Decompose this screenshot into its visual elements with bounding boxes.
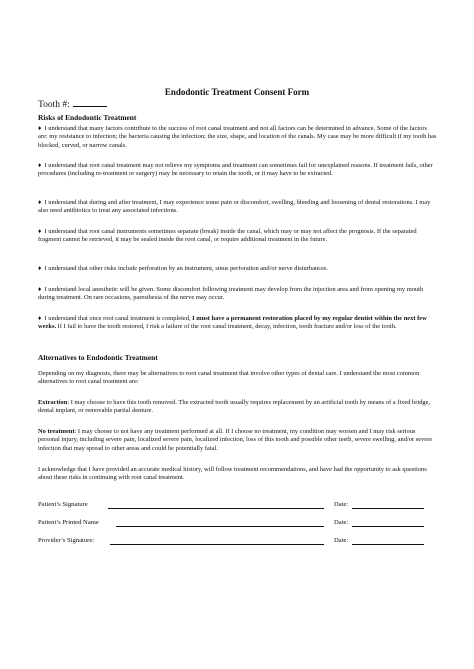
no-treatment-label: No treatment [38,428,75,435]
extraction-text: : I may choose to have this tooth removed. The extracted tooth usually requires replacement by an artificial tooth by means of a fixed bridge, dental implant, or removable partial denture. [38,399,431,415]
risk-item-text: I understand that root canal instruments sometimes separate (break) inside the canal, which may or may not affect the prognosis. If the separated fragment cannot be retrieved, it may be sealed inside the root canal, or require additional treatment in the future. [38,228,417,244]
extraction-label: Extraction [38,399,68,406]
risk-item-6 [38,286,438,303]
patient-printed-name-row [38,519,438,529]
patient-signature-row [38,501,438,511]
tooth-number-field [38,98,107,110]
tooth-number-blank[interactable] [73,98,107,107]
risk-item-text: I understand that once root canal treatment is completed, [44,315,193,322]
alternatives-intro: Depending on my diagnosis, there may be alternatives to root canal treatment that involve other types of dental care. I understand the most common alternatives to root canal treatment are: [38,370,420,386]
provider-signature-row [38,537,438,547]
bullet-icon: ♦ [38,162,42,169]
bullet-icon: ♦ [38,315,42,322]
risk-item-1 [38,125,438,150]
provider-signature-date-line[interactable] [352,544,424,545]
restoration-warning: I must have a permanent restoration placed by my regular dentist within the next few weeks. [38,315,427,331]
date-label: Date: [334,519,349,526]
bullet-icon: ♦ [38,125,42,132]
patient-printed-name-line[interactable] [116,526,324,527]
risk-item-4 [38,228,438,245]
risks-heading: Risks of Endodontic Treatment [38,113,137,122]
date-label: Date: [334,501,349,508]
provider-signature-label: Provider’s Signature: [38,537,95,544]
patient-signature-line[interactable] [108,508,324,509]
provider-signature-line[interactable] [110,544,324,545]
bullet-icon: ♦ [38,228,42,235]
bullet-icon: ♦ [38,199,42,206]
acknowledgement: I acknowledge that I have provided an accurate medical history, will follow treatment recommendations, and have had the opportunity to ask questions about these risks in continuing with root canal treatment. [38,466,427,482]
patient-signature-date-line[interactable] [352,508,424,509]
tooth-number-label: Tooth #: [38,100,70,110]
risk-item-2 [38,162,438,179]
risk-item-text: I understand that during and after treatment, I may experience some pain or discomfort, swelling, bleeding and loosening of dental restorations. I may also need antibiotics to treat any associated infections. [38,199,431,215]
bullet-icon: ♦ [38,265,42,272]
risk-item-7 [38,315,438,332]
alternative-no-treatment [38,428,438,453]
risk-item-text: If I fail to have the tooth restored, I risk a failure of the root canal treatment, decay, infection, tooth fracture and/or loss of the tooth. [56,323,397,331]
patient-printed-name-label: Patient’s Printed Name [38,519,99,526]
alternatives-heading: Alternatives to Endodontic Treatment [38,353,158,362]
no-treatment-text: : I may choose to not have any treatment performed at all. If I choose no treatment, my condition may worsen and I may risk serious personal injury, including severe pain, localized severe pain, localized infection, loss of this tooth and possible other teeth, severe swelling, and/or severe infection that may spread to other areas and could be potentially fatal. [38,428,433,452]
alternative-extraction [38,399,438,416]
risk-item-text: I understand local anesthetic will be given. Some discomfort following treatment may develop from the injection area and from opening my mouth during treatment. On rare occasions, paresthesia of the nerve may occur. [38,286,424,302]
bullet-icon: ♦ [38,286,42,293]
risk-item-3 [38,199,438,216]
risk-item-text: I understand that root canal treatment may not relieve my symptoms and treatment can sometimes fail for unexplained reasons. If treatment fails, other procedures (including re-treatment or surgery) may be necessary to retain the tooth, or it may have to be extracted. [38,162,433,178]
risk-item-text: I understand that other risks include perforation by an instrument, sinus perforation and/or nerve disturbances. [44,265,329,272]
risk-item-5 [38,265,438,273]
form-title: Endodontic Treatment Consent Form [164,87,310,97]
patient-printed-name-date-line[interactable] [352,526,424,527]
risk-item-text: I understand that many factors contribute to the success of root canal treatment and not all factors can be determined in advance. Some of the factors are: my resistance to infection; the bacteria causing the infection; the size, shape, and location of the canals. My case may be more difficult if my tooth has blocked, curved, or narrow canals. [38,125,437,149]
patient-signature-label: Patient’s Signature [38,501,88,508]
date-label: Date: [334,537,349,544]
